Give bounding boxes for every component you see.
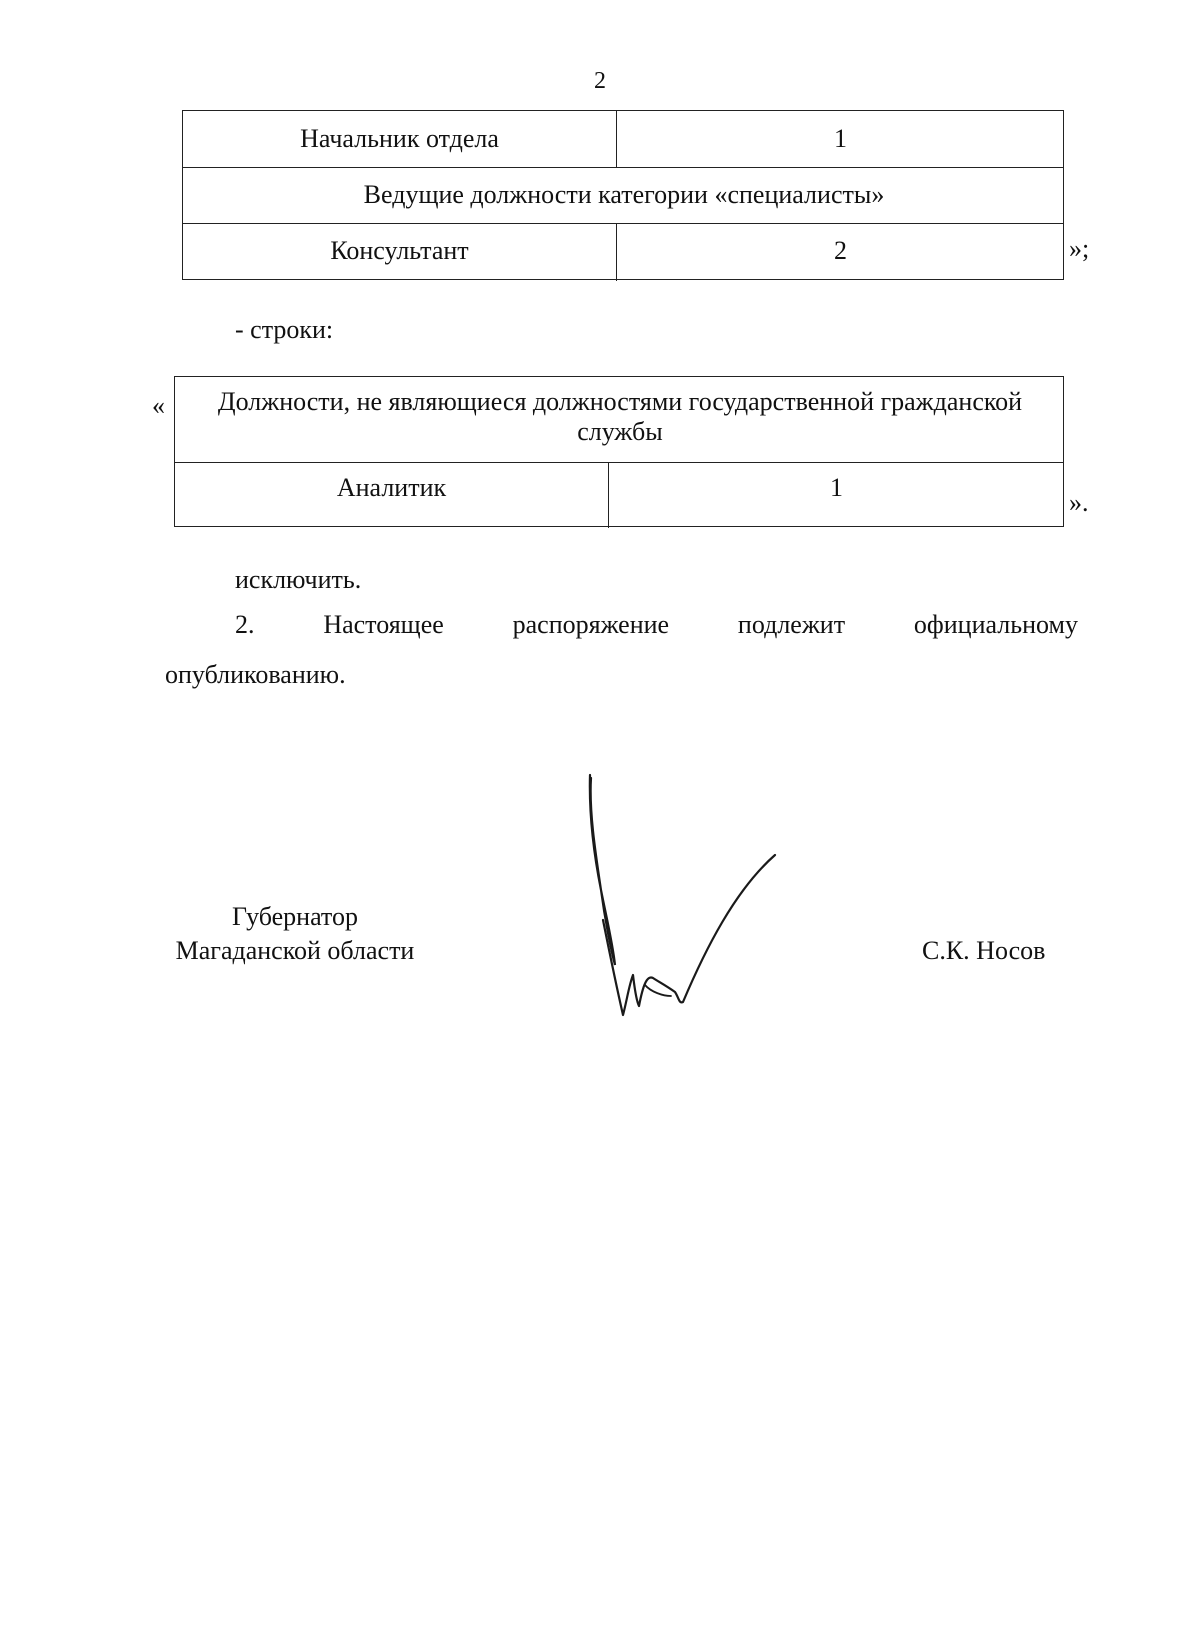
handwritten-signature — [575, 770, 805, 1020]
table-column-divider — [608, 462, 609, 528]
item-word: распоряжение — [512, 610, 670, 639]
item-word: официальному — [913, 610, 1078, 639]
staff-table — [182, 110, 1064, 280]
closing-quote: ». — [1069, 488, 1089, 517]
analyst-table — [174, 376, 1064, 527]
item-2-line — [235, 610, 1078, 640]
table-column-divider — [616, 223, 617, 281]
table-column-divider — [616, 111, 617, 167]
signatory-title — [155, 900, 435, 968]
table-group-header: Должности, не являющиеся должностями государственной гражданской службы — [217, 387, 1023, 446]
lines-intro: - строки: — [235, 315, 334, 344]
opening-quote: « — [152, 391, 165, 420]
item-word: Настоящее — [323, 610, 444, 639]
item-word: подлежит — [737, 610, 846, 639]
table-group-header: Ведущие должности категории «специалисты» — [363, 180, 885, 209]
table-cell-position: Начальник отдела — [300, 124, 499, 153]
table-cell-count: 1 — [830, 473, 843, 502]
table-cell-count: 2 — [834, 236, 847, 265]
page-number: 2 — [594, 68, 606, 94]
signatory-title-line2: Магаданской области — [175, 936, 415, 965]
closing-quote: »; — [1069, 234, 1090, 263]
item-number: 2. — [235, 610, 255, 639]
signatory-title-line1: Губернатор — [232, 902, 358, 931]
table-cell-position: Консультант — [330, 236, 469, 265]
table-cell-count: 1 — [834, 124, 847, 153]
exclude-text: исключить. — [235, 565, 362, 594]
item-2-continuation: опубликованию. — [165, 660, 346, 689]
signatory-name: С.К. Носов — [922, 936, 1046, 965]
table-cell-position: Аналитик — [336, 473, 447, 502]
